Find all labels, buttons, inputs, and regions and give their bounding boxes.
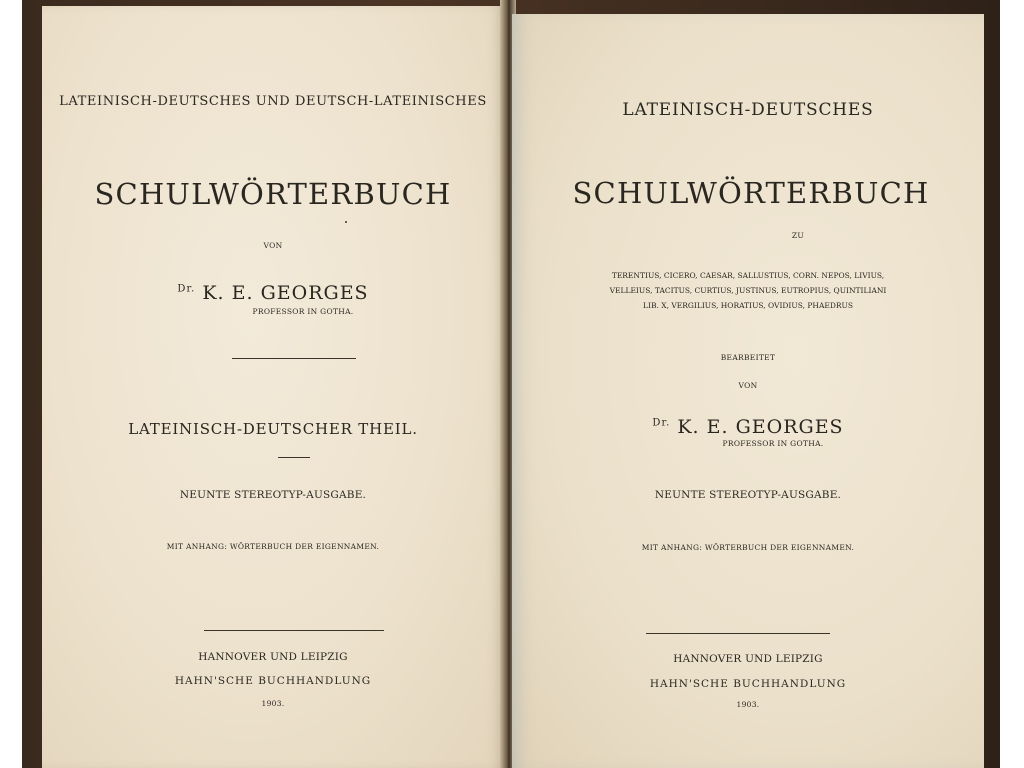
left-series-title: LATEINISCH-DEUTSCHES UND DEUTSCH-LATEINISCHES [59,94,487,109]
right-to: ZU [791,231,805,240]
right-by: VON [738,381,758,390]
left-author [42,284,504,303]
left-divider-1 [232,358,356,359]
left-divider-2 [278,457,310,458]
left-year: 1903. [261,699,285,708]
left-edition: NEUNTE STEREOTYP-AUSGABE. [179,489,367,501]
left-publisher: HAHN'SCHE BUCHHANDLUNG [174,675,372,687]
ink-speck [345,221,347,223]
right-title-page [512,14,984,768]
left-author-name: K. E. GEORGES [202,282,369,304]
right-author-name: K. E. GEORGES [677,416,844,438]
left-part-title: LATEINISCH-DEUTSCHER THEIL. [128,420,418,438]
right-divider [646,633,830,634]
right-authors-line-1: TERENTIUS, CICERO, CAESAR, SALLUSTIUS, CORN. NEPOS, LIVIUS, [611,271,885,280]
left-author-prefix: Dr. [177,283,196,295]
right-publisher: HAHN'SCHE BUCHHANDLUNG [649,678,847,690]
right-year: 1903. [736,700,760,709]
right-edition: NEUNTE STEREOTYP-AUSGABE. [654,489,842,501]
left-title-page [42,6,504,768]
right-appendix: MIT ANHANG: WÖRTERBUCH DER EIGENNAMEN. [641,543,855,552]
left-main-title: SCHULWÖRTERBUCH [94,177,452,211]
right-author [512,418,984,437]
right-author-role: PROFESSOR IN GOTHA. [722,439,824,448]
right-main-title: SCHULWÖRTERBUCH [572,176,930,210]
left-by: VON [263,241,283,250]
right-authors-line-2: VELLEIUS, TACITUS, CURTIUS, JUSTINUS, EUTROPIUS, QUINTILIANI [609,286,887,295]
left-divider-3 [204,630,384,631]
right-authors-line-3: LIB. X, VERGILIUS, HORATIUS, OVIDIUS, PHAEDRUS [643,301,853,310]
right-author-prefix: Dr. [652,417,671,429]
left-place: HANNOVER UND LEIPZIG [198,651,348,663]
right-place: HANNOVER UND LEIPZIG [673,653,823,665]
left-author-role: PROFESSOR IN GOTHA. [252,307,354,316]
right-series-title: LATEINISCH-DEUTSCHES [622,100,874,120]
right-edited: BEARBEITET [720,353,776,362]
left-appendix: MIT ANHANG: WÖRTERBUCH DER EIGENNAMEN. [166,542,380,551]
